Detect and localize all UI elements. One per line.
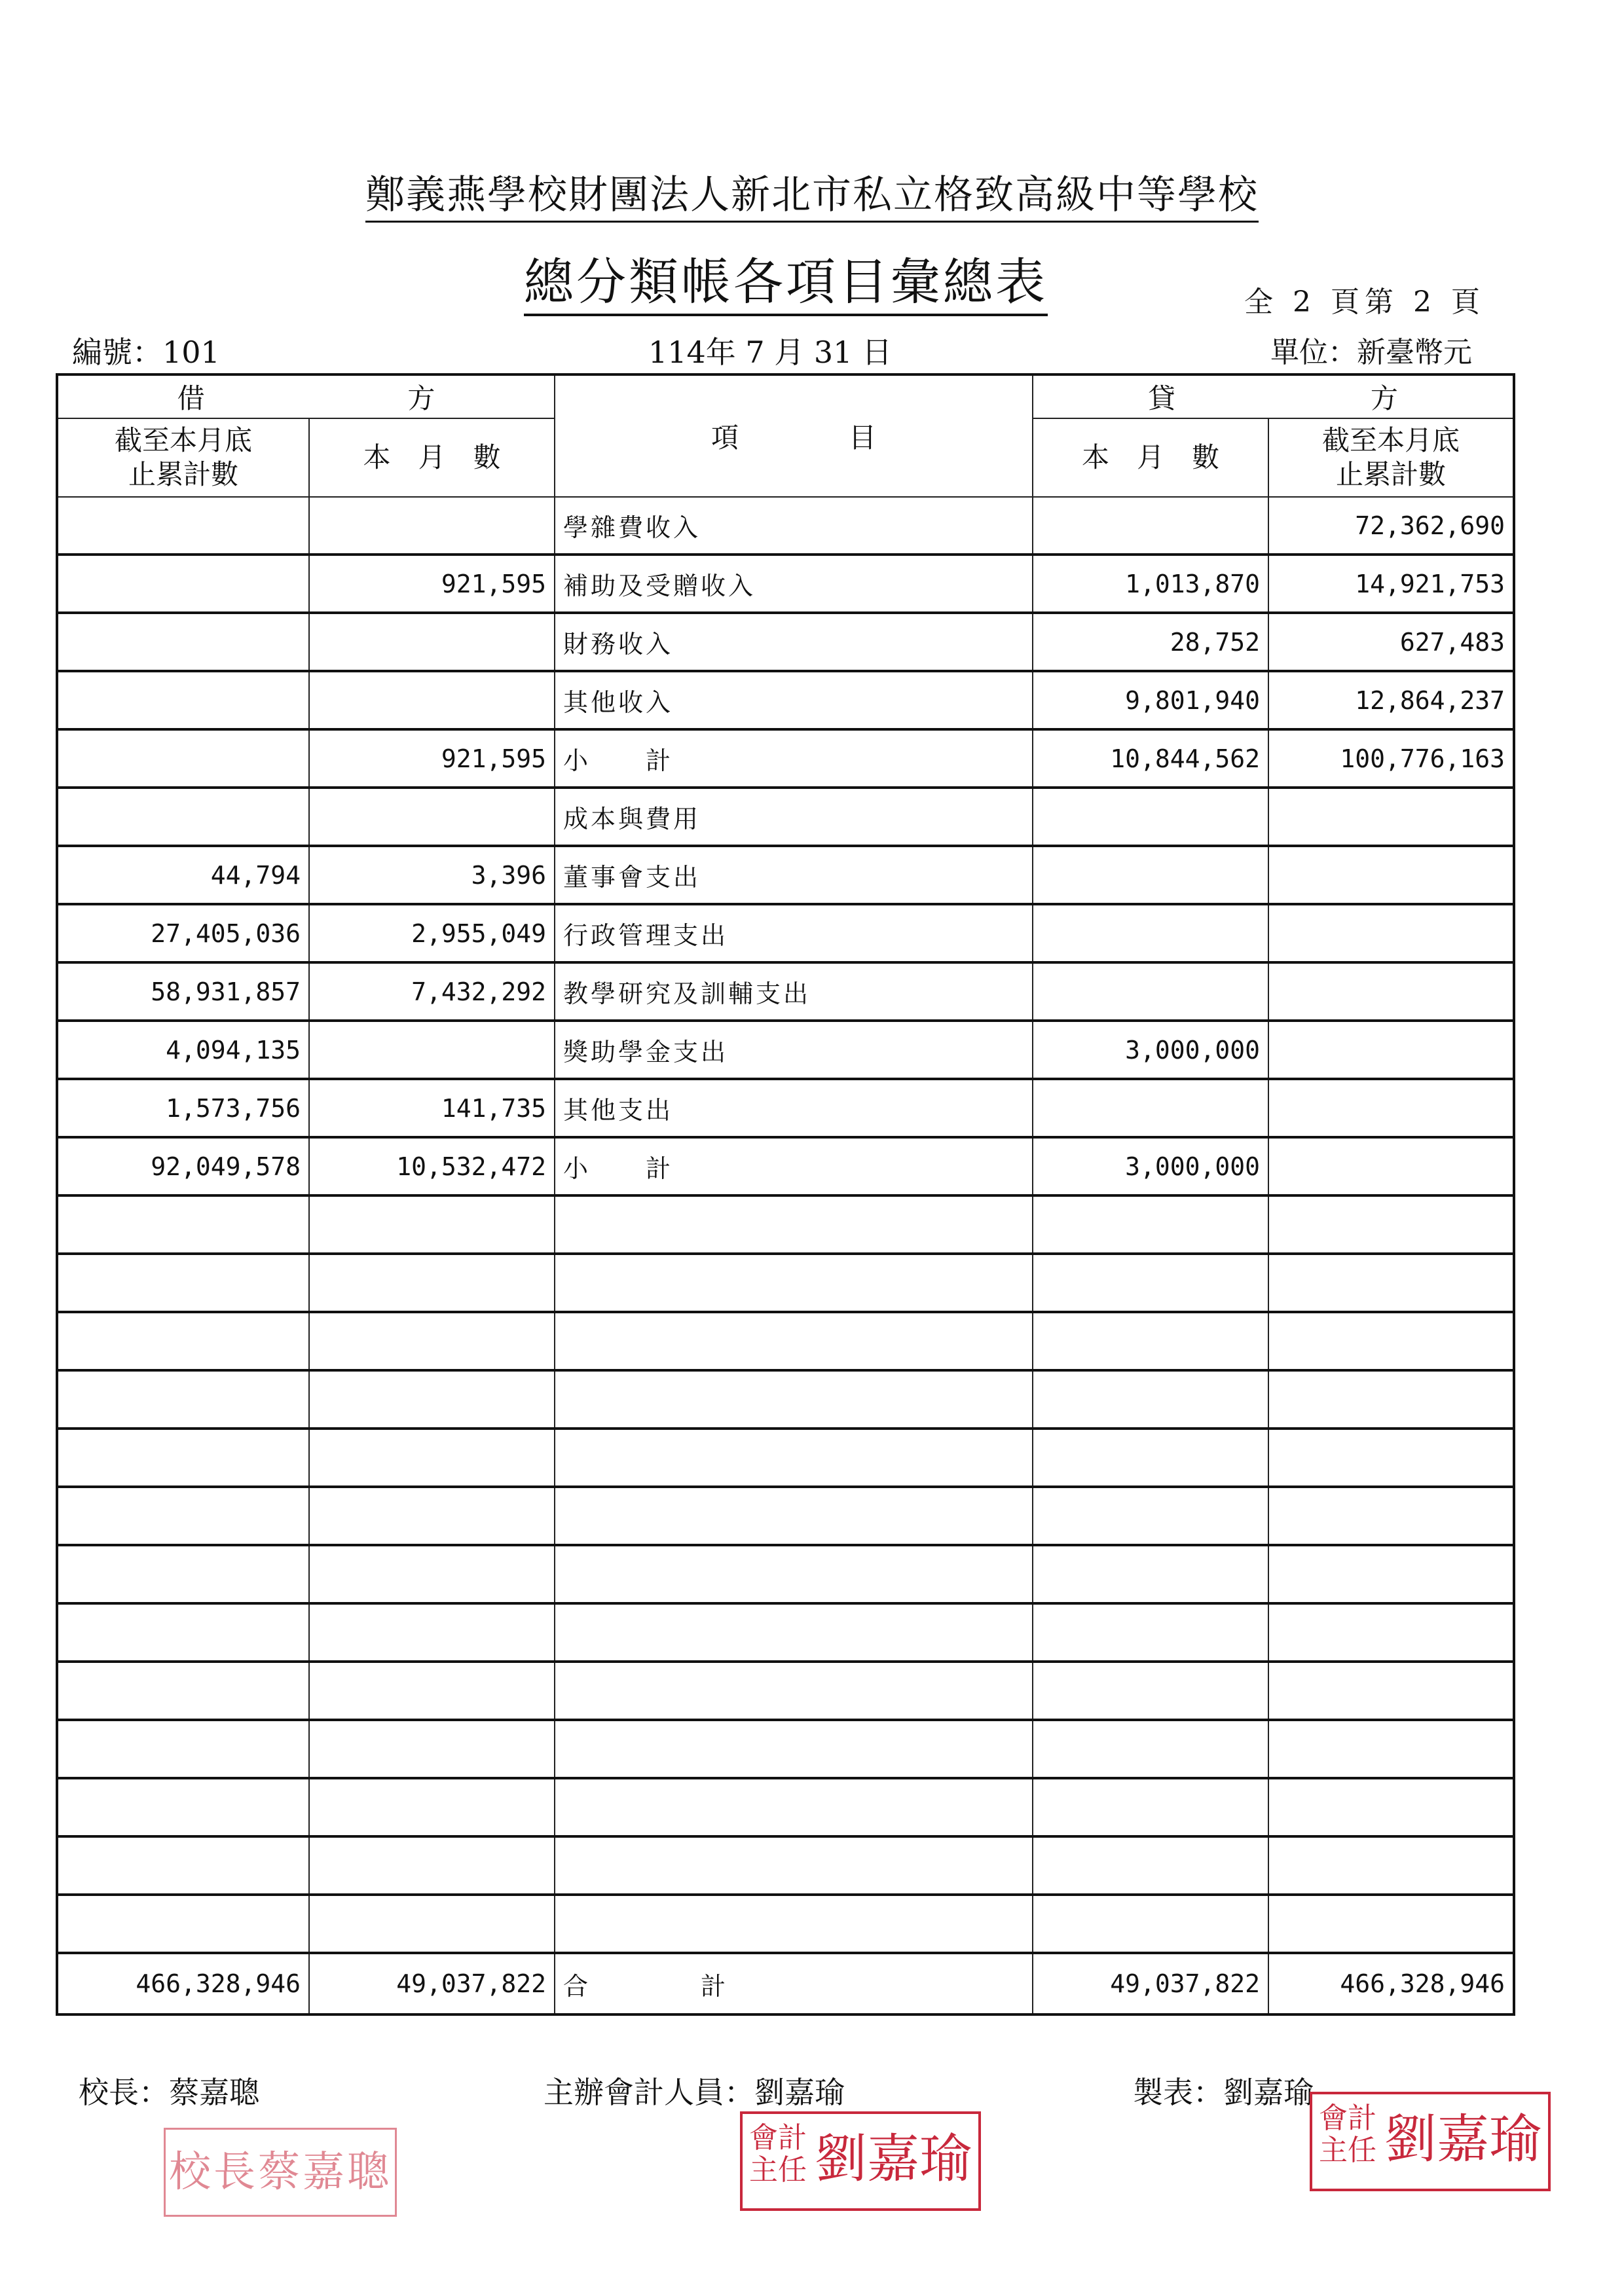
report-title: 總分類帳各項目彙總表 [0, 242, 1572, 314]
debit-cumulative-cell [57, 1429, 309, 1487]
credit-cumulative-cell [1268, 1662, 1514, 1720]
debit-cumulative-cell: 58,931,857 [57, 962, 309, 1021]
item-cell [555, 1836, 1033, 1895]
credit-month-cell [1033, 1603, 1268, 1662]
credit-cumulative-cell [1268, 962, 1514, 1021]
credit-cumulative-cell [1268, 1429, 1514, 1487]
credit-month-cell: 3,000,000 [1033, 1021, 1268, 1079]
credit-month-cell [1033, 1079, 1268, 1137]
credit-cumulative-cell [1268, 788, 1514, 846]
total-row [57, 1953, 1514, 2014]
table-row [57, 1603, 1514, 1662]
credit-cumulative-cell: 12,864,237 [1268, 671, 1514, 729]
table-row [57, 1895, 1514, 1953]
credit-month-cell: 1,013,870 [1033, 555, 1268, 613]
credit-cumulative-cell [1268, 1079, 1514, 1137]
credit-cumulative-cell [1268, 1778, 1514, 1836]
debit-month-cell [309, 497, 555, 555]
credit-month-cell [1033, 497, 1268, 555]
debit-month-cell: 141,735 [309, 1079, 555, 1137]
table-row [57, 788, 1514, 846]
item-cell: 財務收入 [555, 613, 1033, 671]
debit-group-header: 借 方 [57, 374, 555, 418]
credit-cumulative-cell [1268, 1545, 1514, 1603]
debit-month-cell [309, 1254, 555, 1312]
credit-month-cell: 28,752 [1033, 613, 1268, 671]
table-row [57, 1312, 1514, 1370]
table-row [57, 1720, 1514, 1778]
debit-cumulative-cell: 4,094,135 [57, 1021, 309, 1079]
debit-month-cell: 10,532,472 [309, 1137, 555, 1195]
debit-month-cell: 49,037,822 [309, 1953, 555, 2014]
table-row [57, 1836, 1514, 1895]
debit-cumulative-cell [57, 1603, 309, 1662]
table-row [57, 846, 1514, 904]
credit-cumulative-cell [1268, 1487, 1514, 1545]
debit-month-cell [309, 1487, 555, 1545]
debit-cumulative-cell [57, 1778, 309, 1836]
debit-month-cell: 3,396 [309, 846, 555, 904]
item-cell: 董事會支出 [555, 846, 1033, 904]
table-row [57, 1137, 1514, 1195]
credit-month-cell [1033, 904, 1268, 962]
debit-month-cell [309, 1370, 555, 1429]
credit-cumulative-cell [1268, 846, 1514, 904]
debit-month-cell [309, 1720, 555, 1778]
debit-cumulative-cell [57, 1254, 309, 1312]
item-cell [555, 1778, 1033, 1836]
item-cell: 小 計 [555, 1137, 1033, 1195]
item-cell: 成本與費用 [555, 788, 1033, 846]
currency-unit: 單位：新臺幣元 [1270, 336, 1472, 369]
debit-month-cell [309, 1836, 555, 1895]
debit-month-cell: 921,595 [309, 555, 555, 613]
credit-month-cell [1033, 1312, 1268, 1370]
credit-month-cell [1033, 1836, 1268, 1895]
credit-month-cell [1033, 1370, 1268, 1429]
credit-cumulative-cell [1268, 1021, 1514, 1079]
accountant-seal-stamp: 會計 主任 劉嘉瑜 [740, 2111, 981, 2211]
table-row [57, 1545, 1514, 1603]
item-cell [555, 1429, 1033, 1487]
item-cell [555, 1662, 1033, 1720]
item-cell [555, 1603, 1033, 1662]
item-cell [555, 1895, 1033, 1953]
credit-cumulative-cell [1268, 1254, 1514, 1312]
serial-number: 編號：101 [72, 335, 220, 370]
accountant-signature: 主辦會計人員：劉嘉瑜 [544, 2075, 845, 2110]
preparer-seal-stamp: 會計 主任 劉嘉瑜 [1310, 2092, 1551, 2191]
table-row [57, 1429, 1514, 1487]
credit-cumulative-cell [1268, 1370, 1514, 1429]
debit-cumulative-cell: 44,794 [57, 846, 309, 904]
credit-month-cell [1033, 1778, 1268, 1836]
debit-month-cell [309, 1778, 555, 1836]
debit-month-cell [309, 1603, 555, 1662]
credit-group-header: 貸 方 [1033, 374, 1514, 418]
debit-cumulative-cell [57, 1312, 309, 1370]
debit-cumulative-cell: 92,049,578 [57, 1137, 309, 1195]
debit-cumulative-cell [57, 497, 309, 555]
table-row [57, 904, 1514, 962]
debit-month-cell [309, 613, 555, 671]
credit-cumulative-cell: 14,921,753 [1268, 555, 1514, 613]
table-row [57, 1487, 1514, 1545]
credit-month-cell [1033, 1895, 1268, 1953]
debit-cumulative-cell [57, 1895, 309, 1953]
debit-cumulative-cell [57, 613, 309, 671]
debit-month-cell [309, 671, 555, 729]
item-cell: 小 計 [555, 729, 1033, 788]
debit-cumulative-cell [57, 1487, 309, 1545]
credit-cumulative-cell: 72,362,690 [1268, 497, 1514, 555]
item-cell [555, 1545, 1033, 1603]
credit-month-cell: 49,037,822 [1033, 1953, 1268, 2014]
debit-cumulative-cell [57, 1545, 309, 1603]
credit-month-cell [1033, 846, 1268, 904]
item-cell: 其他收入 [555, 671, 1033, 729]
item-cell [555, 1195, 1033, 1254]
ledger-body [57, 497, 1514, 2014]
credit-month-cell: 10,844,562 [1033, 729, 1268, 788]
principal-signature: 校長：蔡嘉聰 [79, 2075, 259, 2110]
item-cell: 教學研究及訓輔支出 [555, 962, 1033, 1021]
table-row [57, 613, 1514, 671]
organization-title: 鄭義燕學校財團法人新北市私立格致高級中等學校 [0, 164, 1624, 220]
credit-cumulative-cell: 627,483 [1268, 613, 1514, 671]
credit-month-header: 本 月 數 [1033, 418, 1268, 497]
credit-cumulative-cell [1268, 904, 1514, 962]
item-cell: 合 計 [555, 1953, 1033, 2014]
table-row [57, 962, 1514, 1021]
debit-cumulative-cell: 27,405,036 [57, 904, 309, 962]
credit-cumulative-cell: 466,328,946 [1268, 1953, 1514, 2014]
credit-month-cell [1033, 1720, 1268, 1778]
table-row [57, 1021, 1514, 1079]
credit-month-cell [1033, 962, 1268, 1021]
credit-month-cell [1033, 1254, 1268, 1312]
debit-cumulative-cell: 1,573,756 [57, 1079, 309, 1137]
ledger-summary-table [56, 373, 1515, 2016]
debit-month-cell [309, 1312, 555, 1370]
credit-cumulative-cell [1268, 1312, 1514, 1370]
debit-cumulative-cell [57, 671, 309, 729]
credit-cumulative-header: 截至本月底 止累計數 [1268, 418, 1514, 497]
table-row [57, 1370, 1514, 1429]
item-cell: 學雜費收入 [555, 497, 1033, 555]
debit-cumulative-cell [57, 1370, 309, 1429]
item-cell: 其他支出 [555, 1079, 1033, 1137]
report-date: 114年 7 月 31 日 [648, 335, 893, 370]
credit-cumulative-cell [1268, 1195, 1514, 1254]
item-cell: 行政管理支出 [555, 904, 1033, 962]
credit-month-cell [1033, 1195, 1268, 1254]
credit-cumulative-cell [1268, 1895, 1514, 1953]
credit-month-cell [1033, 1662, 1268, 1720]
table-row [57, 729, 1514, 788]
debit-month-cell [309, 1895, 555, 1953]
table-row [57, 555, 1514, 613]
credit-cumulative-cell [1268, 1720, 1514, 1778]
table-row [57, 1778, 1514, 1836]
debit-cumulative-cell [57, 555, 309, 613]
credit-cumulative-cell [1268, 1603, 1514, 1662]
item-cell [555, 1487, 1033, 1545]
table-row [57, 671, 1514, 729]
debit-month-cell [309, 1429, 555, 1487]
credit-month-cell [1033, 788, 1268, 846]
credit-cumulative-cell: 100,776,163 [1268, 729, 1514, 788]
debit-month-cell [309, 788, 555, 846]
debit-cumulative-header: 截至本月底 止累計數 [57, 418, 309, 497]
table-row [57, 1079, 1514, 1137]
debit-cumulative-cell: 466,328,946 [57, 1953, 309, 2014]
page-info: 全 2 頁第 2 頁 [1244, 285, 1485, 319]
debit-month-cell [309, 1021, 555, 1079]
debit-month-cell: 7,432,292 [309, 962, 555, 1021]
item-cell: 補助及受贈收入 [555, 555, 1033, 613]
credit-month-cell [1033, 1429, 1268, 1487]
debit-cumulative-cell [57, 1836, 309, 1895]
principal-seal-stamp: 校長蔡嘉聰 [164, 2128, 397, 2217]
debit-month-cell: 921,595 [309, 729, 555, 788]
table-row [57, 1662, 1514, 1720]
debit-month-cell [309, 1662, 555, 1720]
credit-month-cell: 3,000,000 [1033, 1137, 1268, 1195]
debit-month-cell: 2,955,049 [309, 904, 555, 962]
preparer-signature: 製表：劉嘉瑜 [1133, 2075, 1314, 2110]
credit-cumulative-cell [1268, 1836, 1514, 1895]
item-header: 項 目 [555, 374, 1033, 497]
credit-month-cell: 9,801,940 [1033, 671, 1268, 729]
debit-cumulative-cell [57, 1720, 309, 1778]
debit-cumulative-cell [57, 1195, 309, 1254]
debit-cumulative-cell [57, 788, 309, 846]
debit-cumulative-cell [57, 729, 309, 788]
debit-month-cell [309, 1545, 555, 1603]
debit-month-cell [309, 1195, 555, 1254]
credit-month-cell [1033, 1545, 1268, 1603]
debit-cumulative-cell [57, 1662, 309, 1720]
item-cell [555, 1254, 1033, 1312]
table-row [57, 1254, 1514, 1312]
debit-month-header: 本 月 數 [309, 418, 555, 497]
table-row [57, 497, 1514, 555]
credit-cumulative-cell [1268, 1137, 1514, 1195]
item-cell [555, 1312, 1033, 1370]
item-cell: 獎助學金支出 [555, 1021, 1033, 1079]
item-cell [555, 1370, 1033, 1429]
table-row [57, 1195, 1514, 1254]
credit-month-cell [1033, 1487, 1268, 1545]
item-cell [555, 1720, 1033, 1778]
